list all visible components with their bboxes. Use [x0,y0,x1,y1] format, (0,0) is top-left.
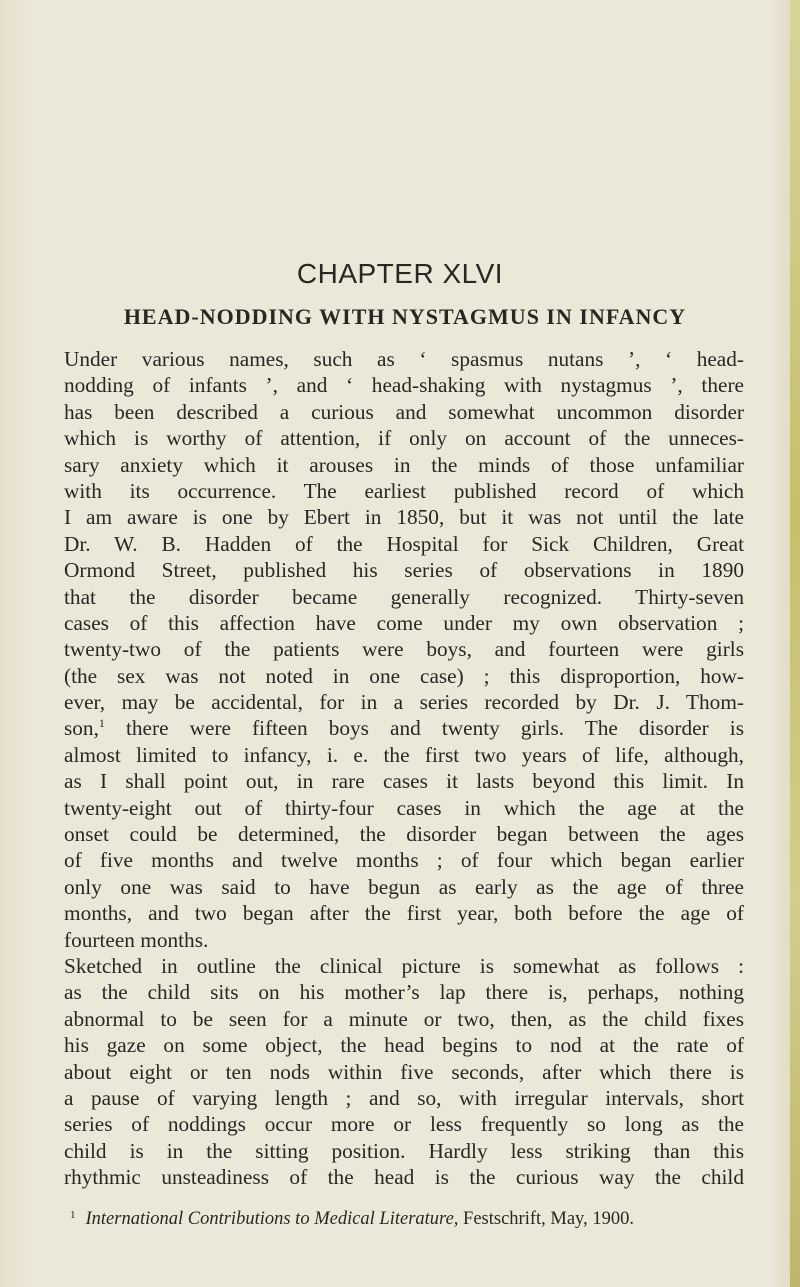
text-line: son,$^1$ there were fifteen boys and twenty girls. The disorder is [64,716,744,741]
text-line: a pause of varying length ; and so, with irregular intervals, short [64,1085,744,1110]
text-line: with its occurrence. The earliest published record of which [64,478,744,503]
text-line: fourteen months. [64,927,209,952]
text-line: his gaze on some object, the head begins to nod at the rate of [64,1033,744,1058]
text-line: only one was said to have begun as early as the age of three [64,874,744,899]
text-line: sary anxiety which it arouses in the minds of those unfamiliar [64,452,744,477]
text-line: twenty-eight out of thirty-four cases in which the age at the [64,795,744,820]
text-line: Dr. W. B. Hadden of the Hospital for Sick Children, Great [64,531,744,556]
body-text [64,346,744,1191]
text-line: cases of this affection have come under my own observation ; [64,610,744,635]
text-line: almost limited to infancy, i. e. the first two years of life, although, [64,742,744,767]
footnote-journal: International Contributions to Medical Literature, [85,1209,459,1229]
text-line: as the child sits on his mother’s lap there is, perhaps, nothing [64,980,744,1005]
chapter-subtitle: HEAD-NODDING WITH NYSTAGMUS IN INFANCY [123,304,687,329]
text-line: Sketched in outline the clinical picture is somewhat as follows : [64,953,744,978]
text-line: Ormond Street, published his series of observations in 1890 [64,558,744,583]
text-line: onset could be determined, the disorder began between the ages [64,822,744,847]
chapter-title: CHAPTER XLVI [296,258,504,289]
page-edge [790,0,800,1287]
text-line: twenty-two of the patients were boys, and fourteen were girls [64,637,744,662]
text-line: that the disorder became generally recognized. Thirty-seven [64,584,744,609]
text-line: as I shall point out, in rare cases it lasts beyond this limit. In [64,769,744,794]
text-line: (the sex was not noted in one case) ; this disproportion, how- [64,663,744,688]
text-line: I am aware is one by Ebert in 1850, but it was not until the late [64,505,744,530]
text-line: rhythmic unsteadiness of the head is the curious way the child [64,1165,744,1190]
text-line: Under various names, such as ‘ spasmus nutans ’, ‘ head- [64,347,744,371]
text-line: has been described a curious and somewhat uncommon disorder [64,399,744,424]
text-line: series of noddings occur more or less frequently so long as the [64,1112,744,1137]
text-line: nodding of infants ’, and ‘ head-shaking with nystagmus ’, there [64,373,744,398]
text-line: ever, may be accidental, for in a series recorded by Dr. J. Thom- [64,690,744,715]
text-line: about eight or ten nods within five seconds, after which there is [64,1059,744,1084]
footnote [70,1209,750,1230]
text-line: abnormal to be seen for a minute or two, then, as the child fixes [64,1006,744,1031]
text-line: child is in the sitting position. Hardly less striking than this [64,1138,744,1163]
footnote-text: Festschrift, May, 1900. [463,1209,634,1229]
footnote-marker: 1 [70,1209,76,1221]
text-line: months, and two began after the first year, both before the age of [64,901,744,926]
text-line: of five months and twelve months ; of four which began earlier [64,848,744,873]
footnote-reference: 1 [98,716,105,731]
text-line: which is worthy of attention, if only on account of the unneces- [64,426,744,451]
